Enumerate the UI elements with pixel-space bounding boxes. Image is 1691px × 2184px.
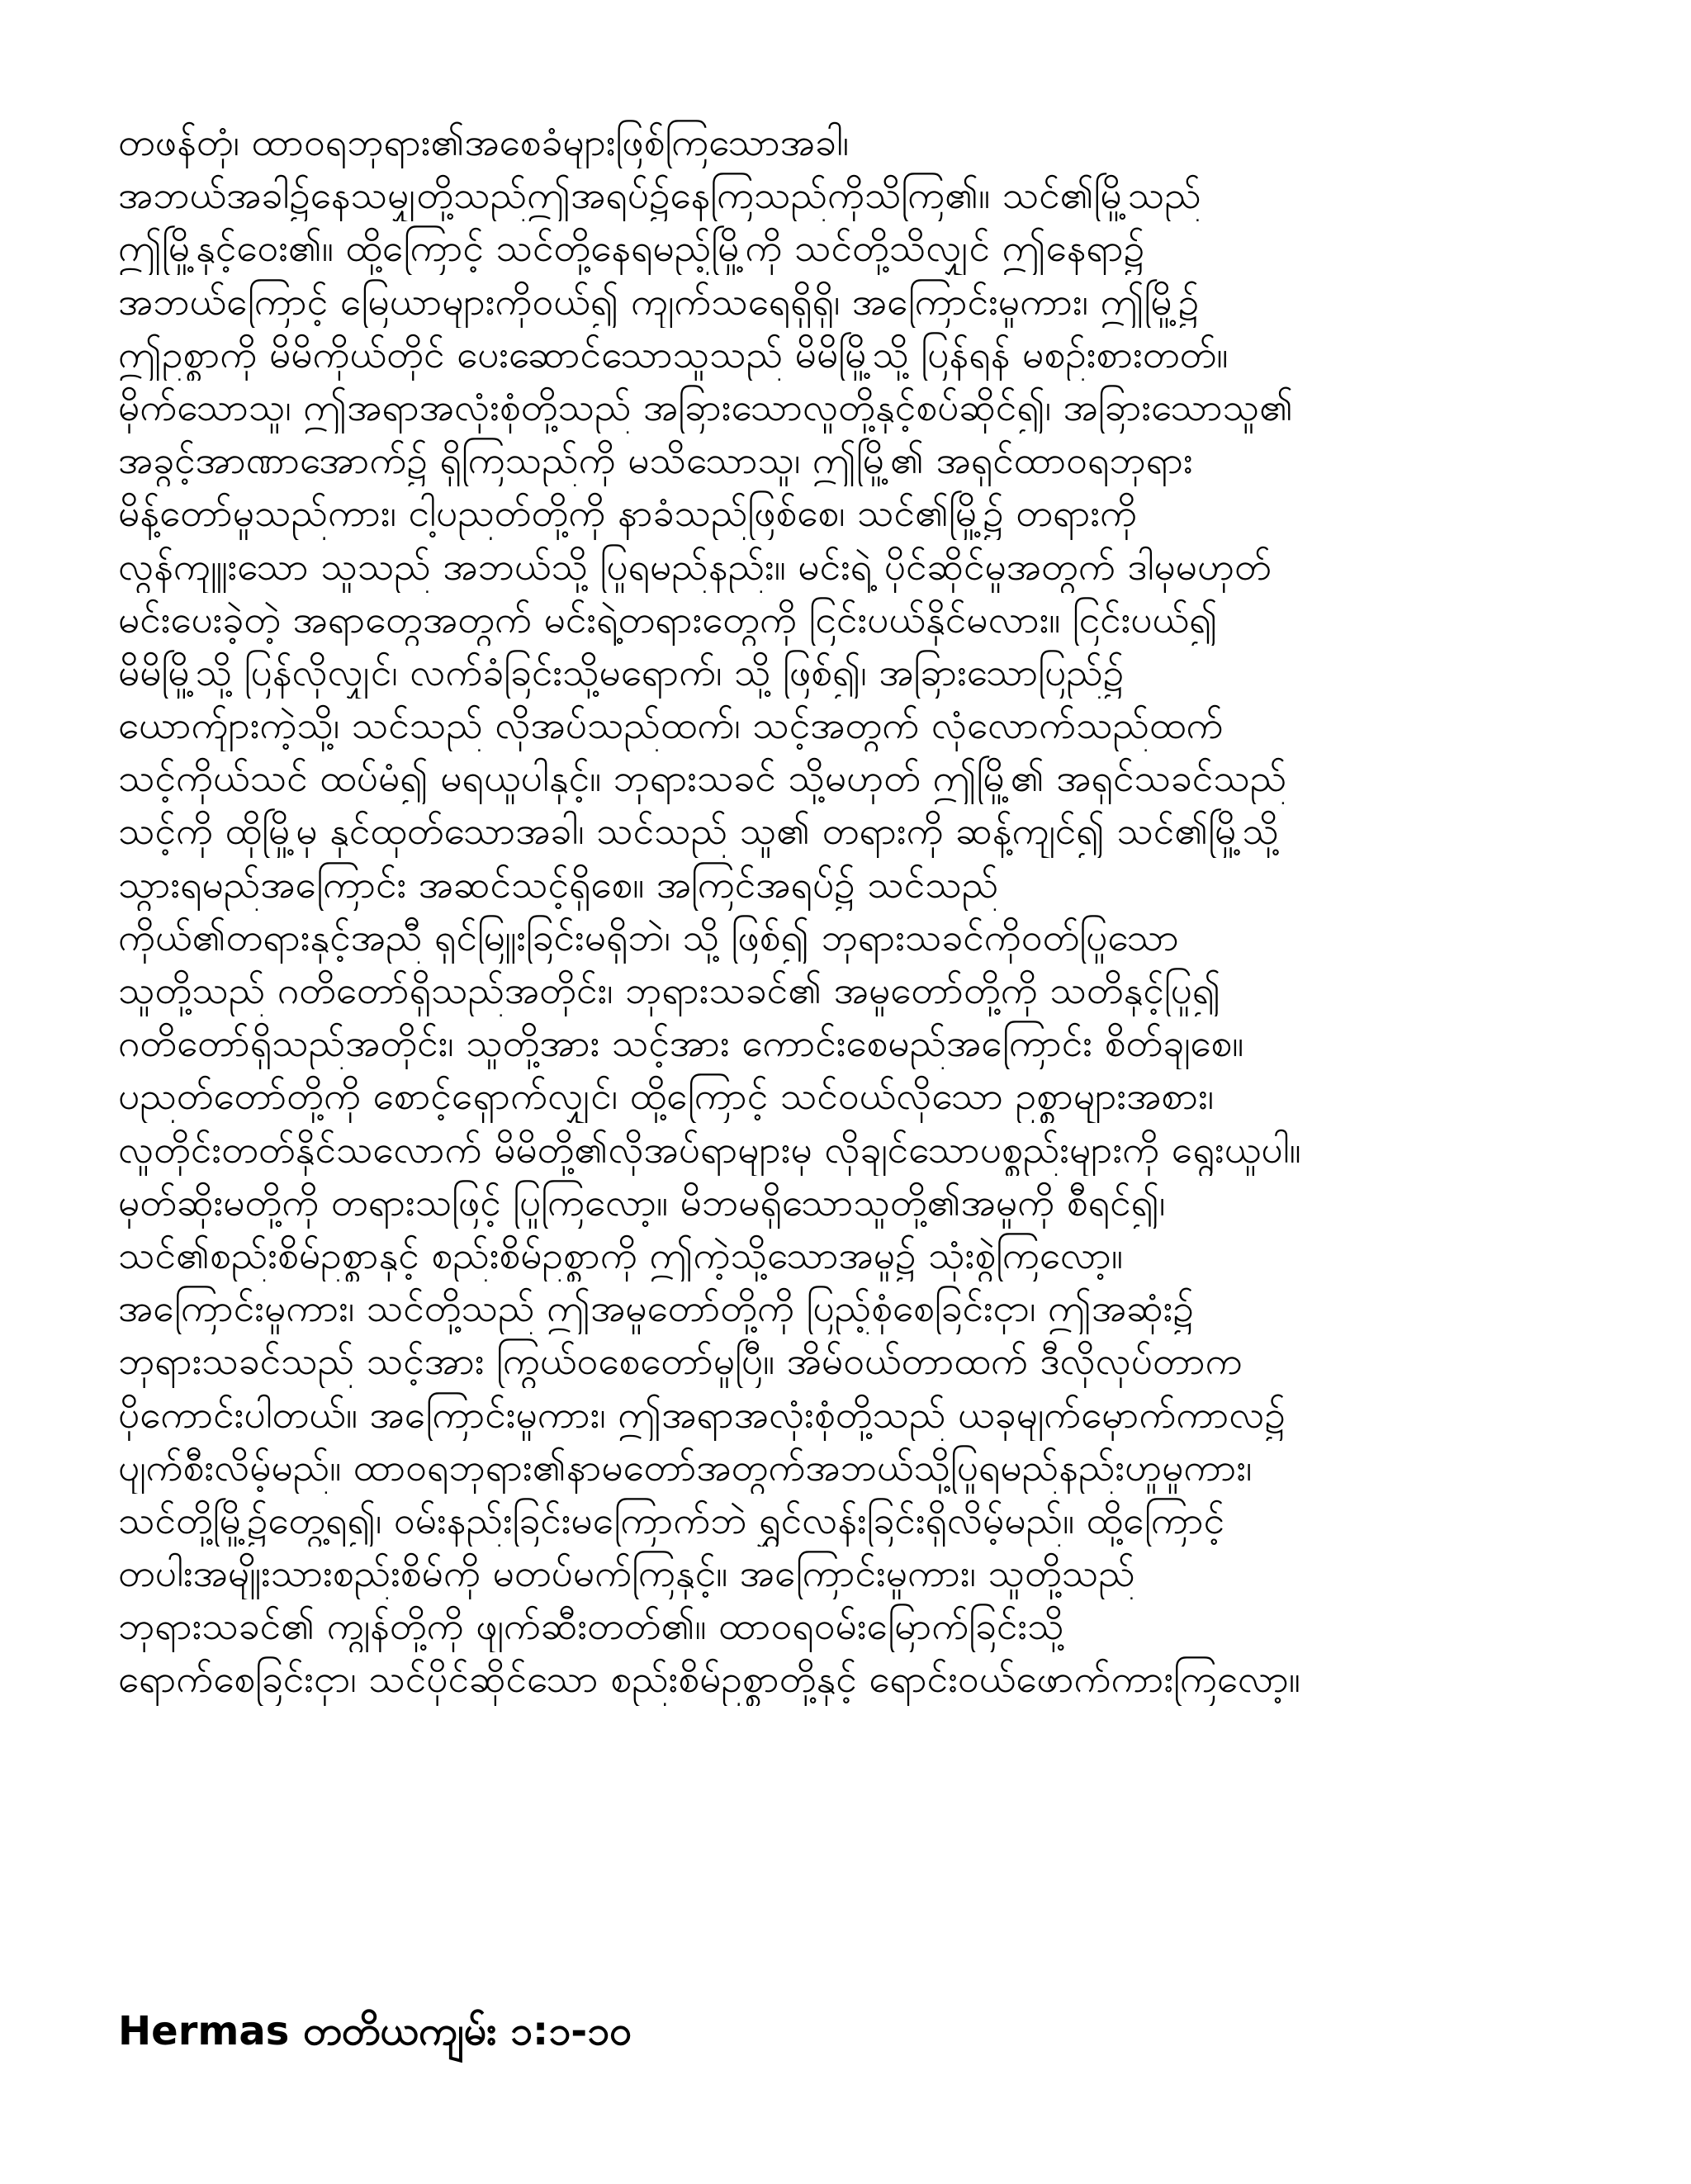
text-line: မုတ်ဆိုးမတို့ကို တရားသဖြင့် ပြုကြလော့။ မိဘမရှိသောသူတို့၏အမှုကို စီရင်၍၊ xyxy=(118,1179,1166,1225)
text-line: ဤမြို့နှင့်ဝေး၏။ ထို့ကြောင့် သင်တို့နေရမည့်မြို့ကို သင်တို့သိလျှင် ဤနေရာ၌ xyxy=(118,225,1145,271)
text-line: ဘုရားသခင်၏ ကျွန်တို့ကို ဖျက်ဆီးတတ်၏။ ထာဝရဝမ်းမြောက်ခြင်းသို့ xyxy=(118,1604,1064,1649)
citation: Hermas တတိယကျမ်း ၁:၁-၁၀ xyxy=(118,2008,632,2054)
text-line: လွန်ကျူးသော သူသည် အဘယ်သို့ ပြုရမည်နည်း။ မင်းရဲ့ ပိုင်ဆိုင်မှုအတွက် ဒါမှမဟုတ် xyxy=(118,543,1272,589)
text-line: မိမိမြို့သို့ ပြန်လိုလျှင်၊ လက်ခံခြင်းသို့မရောက်၊ သို့ ဖြစ်၍၊ အခြားသောပြည်၌ xyxy=(118,649,1125,694)
text-line: လူတိုင်းတတ်နိုင်သလောက် မိမိတို့၏လိုအပ်ရာများမှ လိုချင်သောပစ္စည်းများကို ရွေးယူပါ။ xyxy=(118,1126,1301,1172)
text-line: ဘုရားသခင်သည် သင့်အား ကြွယ်ဝစေတော်မူပြီ။ အိမ်ဝယ်တာထက် ဒီလိုလုပ်တာက xyxy=(118,1338,1243,1384)
text-line: မိန့်တော်မူသည်ကား၊ ငါ့ပညတ်တို့ကို နာခံသည်ဖြစ်စေ၊ သင်၏မြို့၌ တရားကို xyxy=(118,490,1138,536)
text-line: သင်၏စည်းစိမ်ဥစ္စာနှင့် စည်းစိမ်ဥစ္စာကို ဤကဲ့သို့သောအမှု၌ သုံးစွဲကြလော့။ xyxy=(118,1232,1123,1277)
text-line: သူတို့သည် ဂတိတော်ရှိသည်အတိုင်း၊ ဘုရားသခင်၏ အမှုတော်တို့ကို သတိနှင့်ပြု၍ xyxy=(118,968,1221,1012)
text-line: ဂတိတော်ရှိသည်အတိုင်း၊ သူတို့အား သင့်အား ကောင်းစေမည်အကြောင်း စိတ်ချစေ။ xyxy=(118,1021,1244,1066)
body-text xyxy=(118,116,1588,1706)
text-line: ကိုယ်၏တရားနှင့်အညီ ရှင်မြူးခြင်းမရှိဘဲ၊ သို့ ဖြစ်၍ ဘုရားသခင်ကိုဝတ်ပြုသော xyxy=(118,914,1179,959)
text-line: ယောက်ျားကဲ့သို့၊ သင်သည် လိုအပ်သည်ထက်၊ သင့်အတွက် လုံလောက်သည်ထက် xyxy=(118,703,1224,748)
text-line: အဘယ်ကြောင့် မြေယာများကိုဝယ်၍ ကျက်သရေရှိရှိ၊ အကြောင်းမူကား၊ ဤမြို့၌ xyxy=(118,278,1200,324)
text-line: သင်တို့မြို့၌တွေ့ရ၍၊ ဝမ်းနည်းခြင်းမကြောက်ဘဲ ရွှင်လန်းခြင်းရှိလိမ့်မည်။ ထို့ကြောင့် xyxy=(118,1497,1225,1542)
text-line: မိုက်သောသူ၊ ဤအရာအလုံးစုံတို့သည် အခြားသောလူတို့နှင့်စပ်ဆိုင်၍၊ အခြားသောသူ၏ xyxy=(118,384,1294,429)
text-line: ပိုကောင်းပါတယ်။ အကြောင်းမူကား၊ ဤအရာအလုံးစုံတို့သည် ယခုမျက်မှောက်ကာလ၌ xyxy=(118,1391,1286,1437)
text-line: မင်းပေးခဲ့တဲ့ အရာတွေအတွက် မင်းရဲ့တရားတွေကို ငြင်းပယ်နိုင်မလား။ ငြင်းပယ်၍ xyxy=(118,596,1218,642)
text-line: အခွင့်အာဏာအောက်၌ ရှိကြသည်ကို မသိသောသူ၊ ဤမြို့၏ အရှင်ထာဝရဘုရား xyxy=(118,438,1193,483)
text-line: တပါးအမျိုးသားစည်းစိမ်ကို မတပ်မက်ကြနှင့်။ အကြောင်းမူကား၊ သူတို့သည် xyxy=(118,1551,1135,1596)
text-line: အဘယ်အခါ၌နေသမျှတို့သည်ဤအရပ်၌နေကြသည်ကိုသိကြ၏။ သင်၏မြို့သည် xyxy=(118,173,1201,218)
text-line: သင့်ကို ထိုမြို့မှ နှင်ထုတ်သောအခါ၊ သင်သည် သူ၏ တရားကို ဆန့်ကျင်၍ သင်၏မြို့သို့ xyxy=(118,808,1279,854)
text-line: ဤဥစ္စာကို မိမိကိုယ်တိုင် ပေးဆောင်သောသူသည် မိမိမြို့သို့ ပြန်ရန် မစဉ်းစားတတ်။ xyxy=(118,331,1229,377)
text-line: သင့်ကိုယ်သင် ထပ်မံ၍ မရယူပါနှင့်။ ဘုရားသခင် သို့မဟုတ် ဤမြို့၏ အရှင်သခင်သည် xyxy=(118,756,1287,801)
text-line: ပျက်စီးလိမ့်မည်။ ထာဝရဘုရား၏နာမတော်အတွက်အဘယ်သို့ပြုရမည်နည်းဟူမူကား၊ xyxy=(118,1444,1253,1490)
text-line: တဖန်တုံ၊ ထာဝရဘုရား၏အစေခံများဖြစ်ကြသောအခါ၊ xyxy=(118,120,850,164)
text-line: အကြောင်းမူကား၊ သင်တို့သည် ဤအမှုတော်တို့ကို ပြည့်စုံစေခြင်းငှာ၊ ဤအဆုံး၌ xyxy=(118,1286,1194,1331)
text-line: သွားရမည်အကြောင်း အဆင်သင့်ရှိစေ။ အကြင်အရပ်၌ သင်သည် xyxy=(118,861,999,907)
text-line: ပညတ်တော်တို့ကို စောင့်ရှောက်လျှင်၊ ထို့ကြောင့် သင်ဝယ်လိုသော ဥစ္စာများအစား၊ xyxy=(118,1073,1215,1119)
text-line: ရောက်စေခြင်းငှာ၊ သင်ပိုင်ဆိုင်သော စည်းစိမ်ဥစ္စာတို့နှင့် ရောင်းဝယ်ဖောက်ကားကြလော့။ xyxy=(118,1656,1300,1702)
